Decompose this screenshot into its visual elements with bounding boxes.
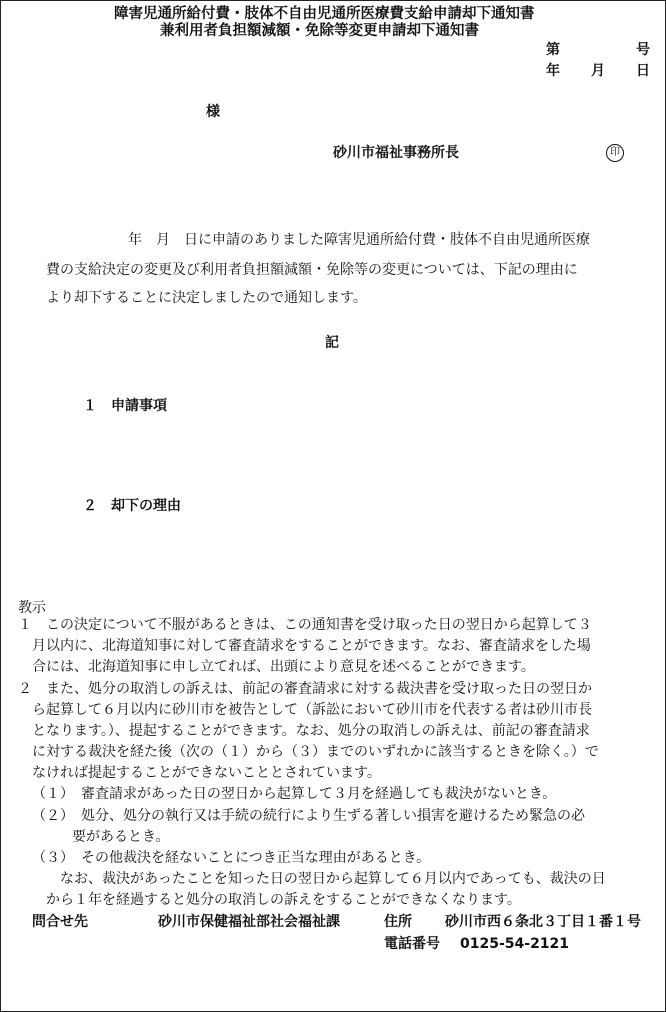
body-line-3: より却下することに決定しましたので通知します。 bbox=[46, 290, 367, 306]
instruction-note-line-2: から１年を経過すると処分の取消しの訴えをすることができなくなります。 bbox=[46, 892, 521, 908]
sender-name: 砂川市福祉事務所長 bbox=[333, 145, 459, 161]
title-line-2: 兼利用者負担額減額・免除等変更申請却下通知書 bbox=[160, 23, 479, 39]
instruction-p2-line-4: に対する裁決を経た後（次の（１）から（３）までのいずれかに該当するときを除く。）で bbox=[32, 744, 599, 760]
instruction-sub-1: （１） 審査請求があった日の翌日から起算して３月を経過しても裁決がないとき。 bbox=[32, 786, 557, 802]
contact-department: 砂川市保健福祉部社会福祉課 bbox=[158, 914, 340, 930]
body-line-2: 費の支給決定の変更及び利用者負担額減額・免除等の変更については、下記の理由に bbox=[46, 262, 578, 278]
instruction-heading: 教示 bbox=[18, 600, 46, 616]
item-reason: ２ 却下の理由 bbox=[83, 498, 181, 514]
instruction-p2-line-5: なければ提起することができないこととされています。 bbox=[32, 765, 381, 781]
instruction-p1-line-2: 月以内に、北海道知事に対して審査請求をすることができます。なお、審査請求をした場 bbox=[32, 638, 591, 654]
ki-heading: 記 bbox=[325, 335, 339, 351]
date-month: 月 bbox=[591, 63, 605, 79]
official-seal: 印 bbox=[606, 144, 624, 162]
contact-address: 砂川市西６条北３丁目１番１号 bbox=[445, 914, 641, 930]
instruction-note-line-1: なお、裁決があったことを知った日の翌日から起算して６月以内であっても、裁決の日 bbox=[60, 871, 606, 887]
contact-phone-label: 電話番号 bbox=[384, 936, 440, 952]
title-line-1: 障害児通所給付費・肢体不自由児通所医療費支給申請却下通知書 bbox=[114, 6, 535, 22]
instruction-p2-line-3: となります。）、提起することができます。なお、処分の取消しの訴えは、前記の審査請求 bbox=[32, 723, 590, 739]
contact-phone: 0125-54-2121 bbox=[460, 936, 570, 952]
date-day: 日 bbox=[636, 63, 650, 79]
instruction-sub-2-line-2: 要があるとき。 bbox=[72, 829, 170, 845]
instruction-p2-line-2: ら起算して６月以内に砂川市を被告として（訴訟において砂川市を代表する者は砂川市長 bbox=[32, 702, 592, 718]
instruction-p1-line-1: １ この決定について不服があるときは、この通知書を受け取った日の翌日から起算して３ bbox=[18, 617, 592, 633]
number-prefix: 第 bbox=[546, 42, 560, 58]
body-line-1: 年 月 日に申請のありました障害児通所給付費・肢体不自由児通所医療 bbox=[128, 232, 590, 248]
item-application: １ 申請事項 bbox=[83, 398, 167, 414]
number-suffix: 号 bbox=[636, 42, 650, 58]
recipient-honorific: 様 bbox=[206, 104, 220, 120]
contact-label: 問合せ先 bbox=[32, 914, 88, 930]
instruction-p1-line-3: 合には、北海道知事に申し立てれば、出頭により意見を述べることができます。 bbox=[32, 659, 535, 675]
instruction-sub-3: （３） その他裁決を経ないことにつき正当な理由があるとき。 bbox=[32, 850, 431, 866]
instruction-sub-2-line-1: （２） 処分、処分の執行又は手続の続行により生ずる著しい損害を避けるため緊急の必 bbox=[32, 808, 585, 824]
date-year: 年 bbox=[546, 63, 560, 79]
contact-address-label: 住所 bbox=[384, 914, 412, 930]
instruction-p2-line-1: ２ また、処分の取消しの訴えは、前記の審査請求に対する裁決書を受け取った日の翌日か bbox=[18, 681, 592, 697]
